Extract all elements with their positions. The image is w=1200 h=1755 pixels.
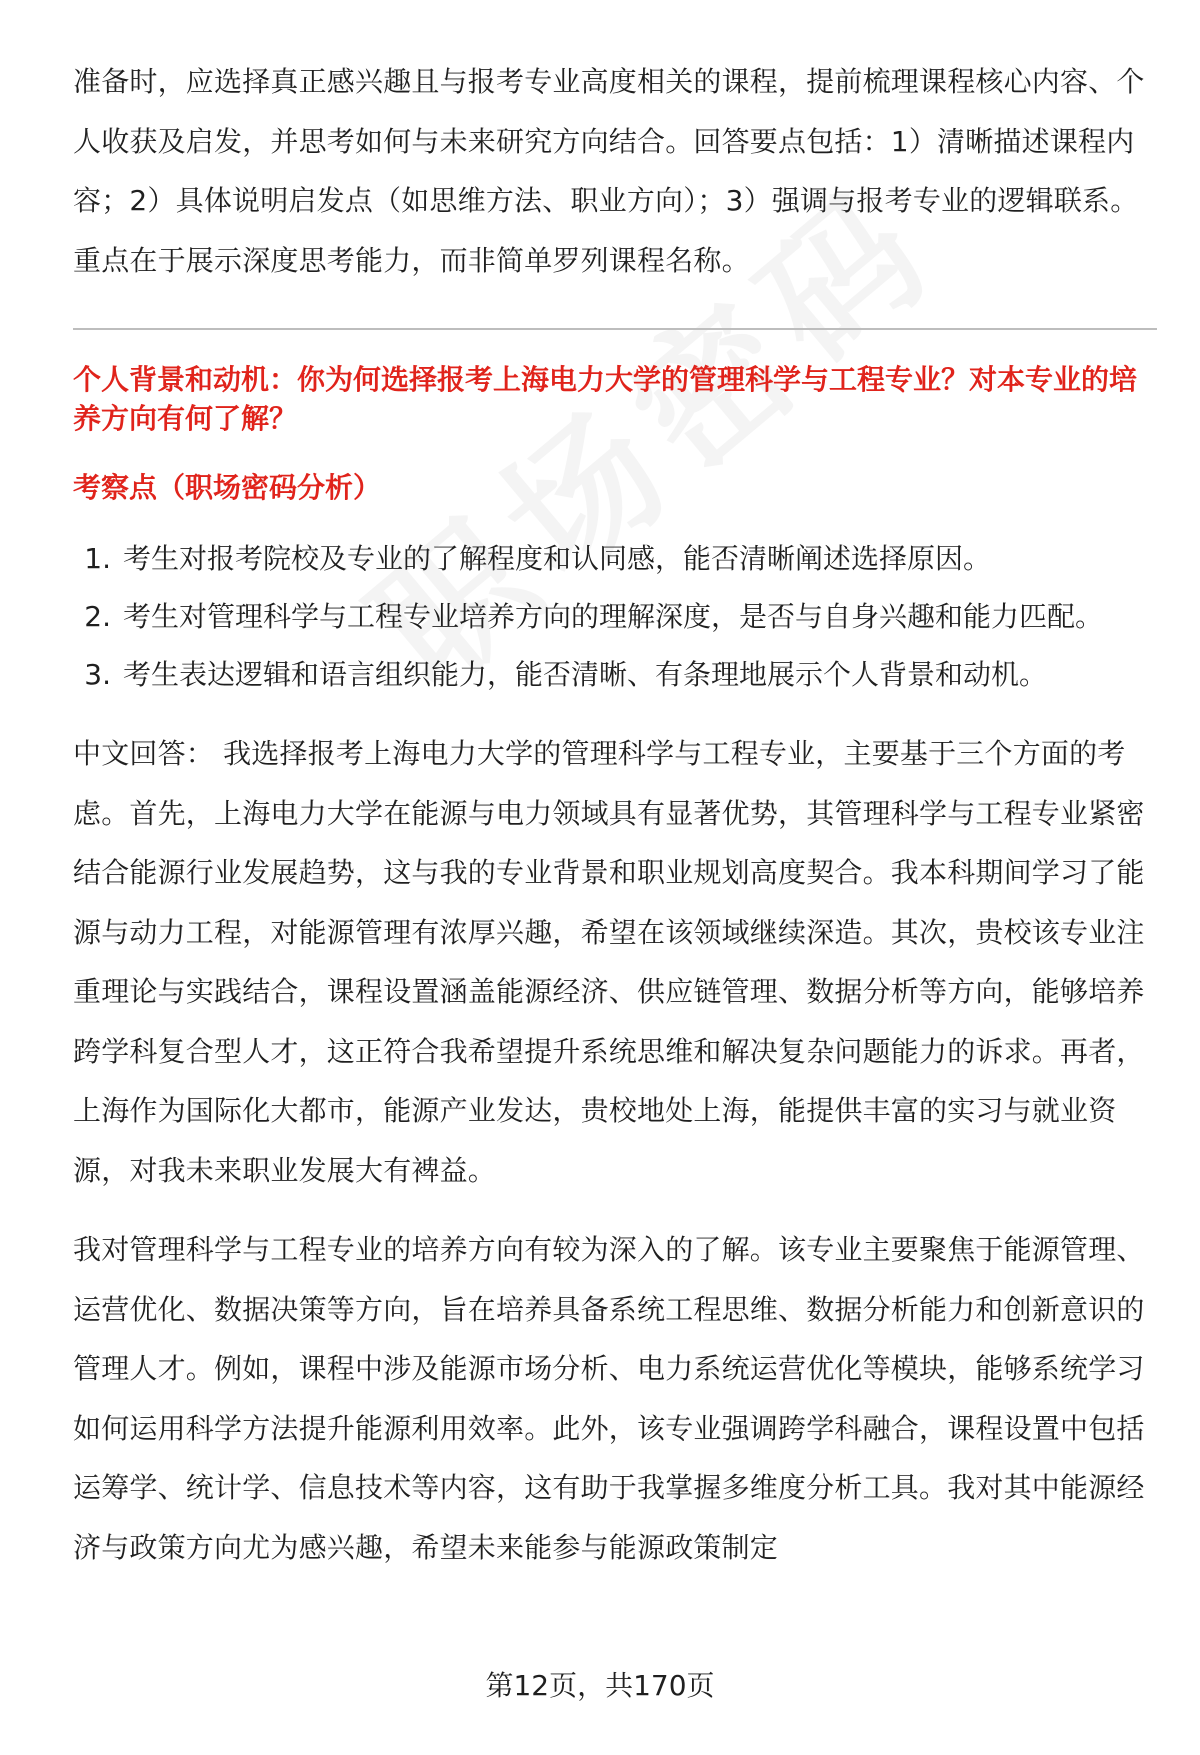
document-page <box>73 52 1157 1577</box>
assessment-points-heading: 考察点（职场密码分析） <box>73 471 382 504</box>
section-divider <box>73 328 1157 330</box>
list-item <box>73 646 1157 704</box>
list-item-number: 3. <box>84 658 111 691</box>
answer-paragraph-2: 我对管理科学与工程专业的培养方向有较为深入的了解。该专业主要聚焦于能源管理、运营优化、数据决策等方向，旨在培养具备系统工程思维、数据分析能力和创新意识的管理人才。例如，课程中涉及能源市场分析、电力系统运营优化等模块，能够系统学习如何运用科学方法提升能源利用效率。此外，该专业强调跨学科融合，课程设置中包括运筹学、统计学、信息技术等内容，这有助于我掌握多维度分析工具。我对其中能源经济与政策方向尤为感兴趣，希望未来能参与能源政策制定 <box>73 1233 1145 1564</box>
question-heading: 个人背景和动机：你为何选择报考上海电力大学的管理科学与工程专业？对本专业的培养方向有何了解？ <box>73 363 1138 435</box>
answer-paragraph-1: 中文回答： 我选择报考上海电力大学的管理科学与工程专业，主要基于三个方面的考虑。首先，上海电力大学在能源与电力领域具有显著优势，其管理科学与工程专业紧密结合能源行业发展趋势，这与我的专业背景和职业规划高度契合。我本科期间学习了能源与动力工程，对能源管理有浓厚兴趣，希望在该领域继续深造。其次，贵校该专业注重理论与实践结合，课程设置涵盖能源经济、供应链管理、数据分析等方向，能够培养跨学科复合型人才，这正符合我希望提升系统思维和解决复杂问题能力的诉求。再者，上海作为国际化大都市，能源产业发达，贵校地处上海，能提供丰富的实习与就业资源，对我未来职业发展大有裨益。 <box>73 737 1145 1187</box>
list-item <box>73 530 1157 588</box>
page-number-footer: 第12页，共170页 <box>485 1669 715 1702</box>
intro-paragraph: 准备时，应选择真正感兴趣且与报考专业高度相关的课程，提前梳理课程核心内容、个人收获及启发，并思考如何与未来研究方向结合。回答要点包括：1）清晰描述课程内容；2）具体说明启发点（如思维方法、职业方向）；3）强调与报考专业的逻辑联系。重点在于展示深度思考能力，而非简单罗列课程名称。 <box>73 65 1145 277</box>
list-item-number: 1. <box>84 542 111 575</box>
list-item-number: 2. <box>84 600 111 633</box>
list-item-text: 考生对报考院校及专业的了解程度和认同感，能否清晰阐述选择原因。 <box>123 542 992 575</box>
assessment-points-list <box>73 530 1157 704</box>
list-item-text: 考生表达逻辑和语言组织能力，能否清晰、有条理地展示个人背景和动机。 <box>123 658 1048 691</box>
list-item <box>73 588 1157 646</box>
list-item-text: 考生对管理科学与工程专业培养方向的理解深度，是否与自身兴趣和能力匹配。 <box>123 600 1104 633</box>
